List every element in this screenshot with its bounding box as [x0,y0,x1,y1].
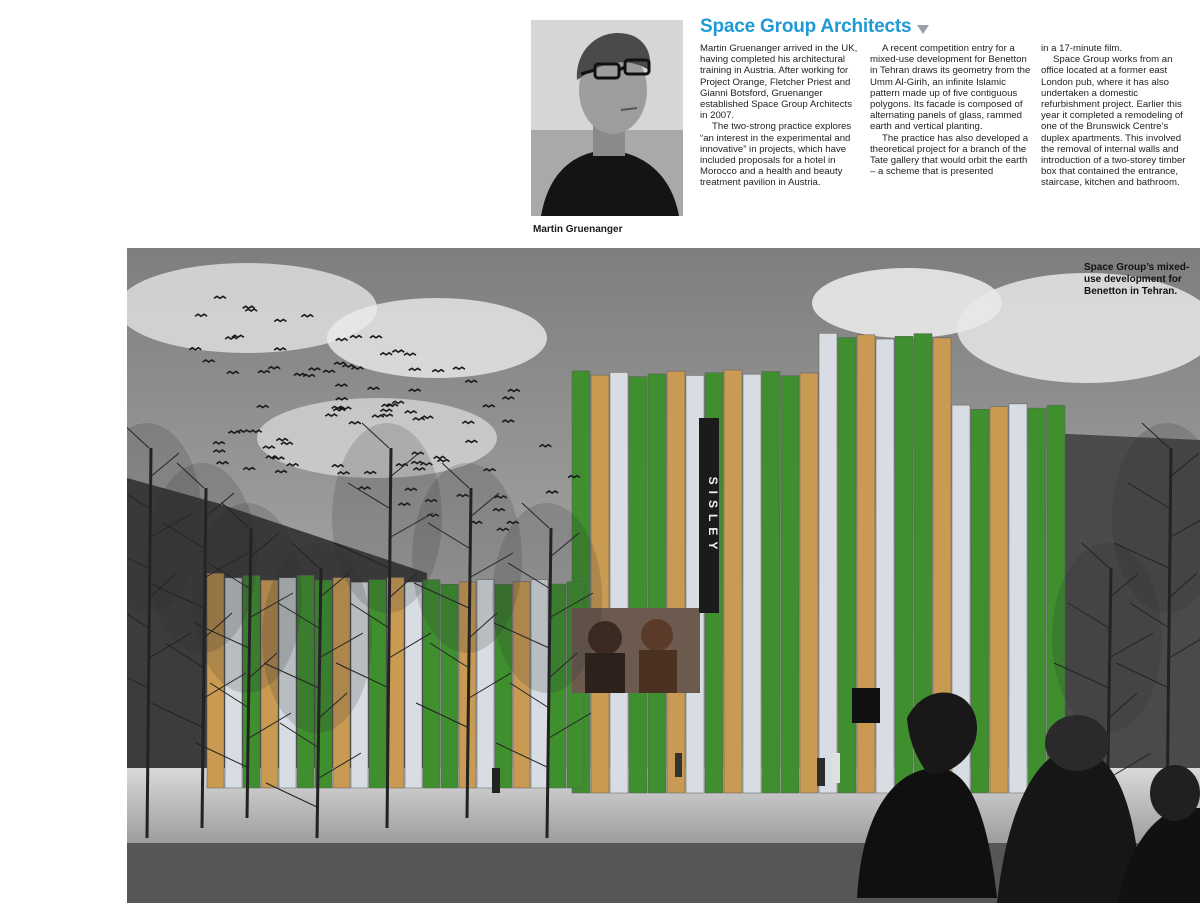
article-column-1 [700,43,860,189]
tree-crown [492,503,602,693]
triangle-down-icon [917,25,929,34]
signage-text: SISLEY [706,476,720,556]
paragraph: in a 17-minute film. [1041,43,1123,54]
facade-panel [1009,404,1027,793]
facade-panel [857,335,875,793]
facade-panel [743,374,761,793]
paragraph: Martin Gruenanger arrived in the UK, having completed his architectural training in Austria. After working for Project Orange, Fletcher Priest and Gianni Botsford, Gruenanger established Space Group Architects in 2007. [700,43,858,122]
facade-panel [629,377,647,793]
facade-panel [781,376,799,793]
article-headline: Space Group Architects [700,16,912,37]
facade-panel [838,338,856,794]
portrait-photo [531,20,683,216]
facade-panel [800,373,818,793]
article-header [700,16,929,38]
paragraph: A recent competition entry for a mixed-use development for Benetton in Tehran draws its geometry from the Umm Al-Girih, an infinite Islamic pattern made up of five contiguous polygons. Its facade is composed of alternating panels of glass, rammed earth and vertical planting. [870,43,1031,133]
facade-panel [610,372,628,793]
portrait-caption: Martin Gruenanger [533,224,623,235]
facade-panel [724,370,742,793]
architectural-rendering [127,248,1200,903]
facade-panel [990,407,1008,793]
entrance-door [852,688,880,723]
portrait-illustration [531,20,683,216]
rendering-caption: Space Group’s mixed-use development for Benetton in Tehran. [1084,262,1190,297]
paragraph: The two-strong practice explores “an interest in the experimental and innovative” in projects, which have included proposals for a hotel in Morocco and a health and beauty treatment pavilion in Austria. [700,121,852,189]
facade-panel [405,582,422,788]
facade-panel [1028,408,1046,793]
paragraph: The practice has also developed a theoretical project for a branch of the Tate gallery that would orbit the earth – a scheme that is presented [870,132,1029,178]
facade-panel [819,333,837,793]
article-column-2 [870,43,1033,177]
facade-panel [876,339,894,793]
facade-panel [667,371,685,793]
article-column-3 [1041,43,1193,189]
facade-panel [762,372,780,794]
facade-panel [648,374,666,793]
paragraph: Space Group works from an office located at a former east London pub, where it has also undertaken a domestic refurbishment project. Earlier this year it completed a remodeling of one of the Brunswick Centre’s duplex apartments. This involved the removal of internal walls and introduction of a two-storey timber box that contained the entrance, staircase, kitchen and bathroom. [1041,54,1186,189]
rendering-illustration [127,248,1200,903]
